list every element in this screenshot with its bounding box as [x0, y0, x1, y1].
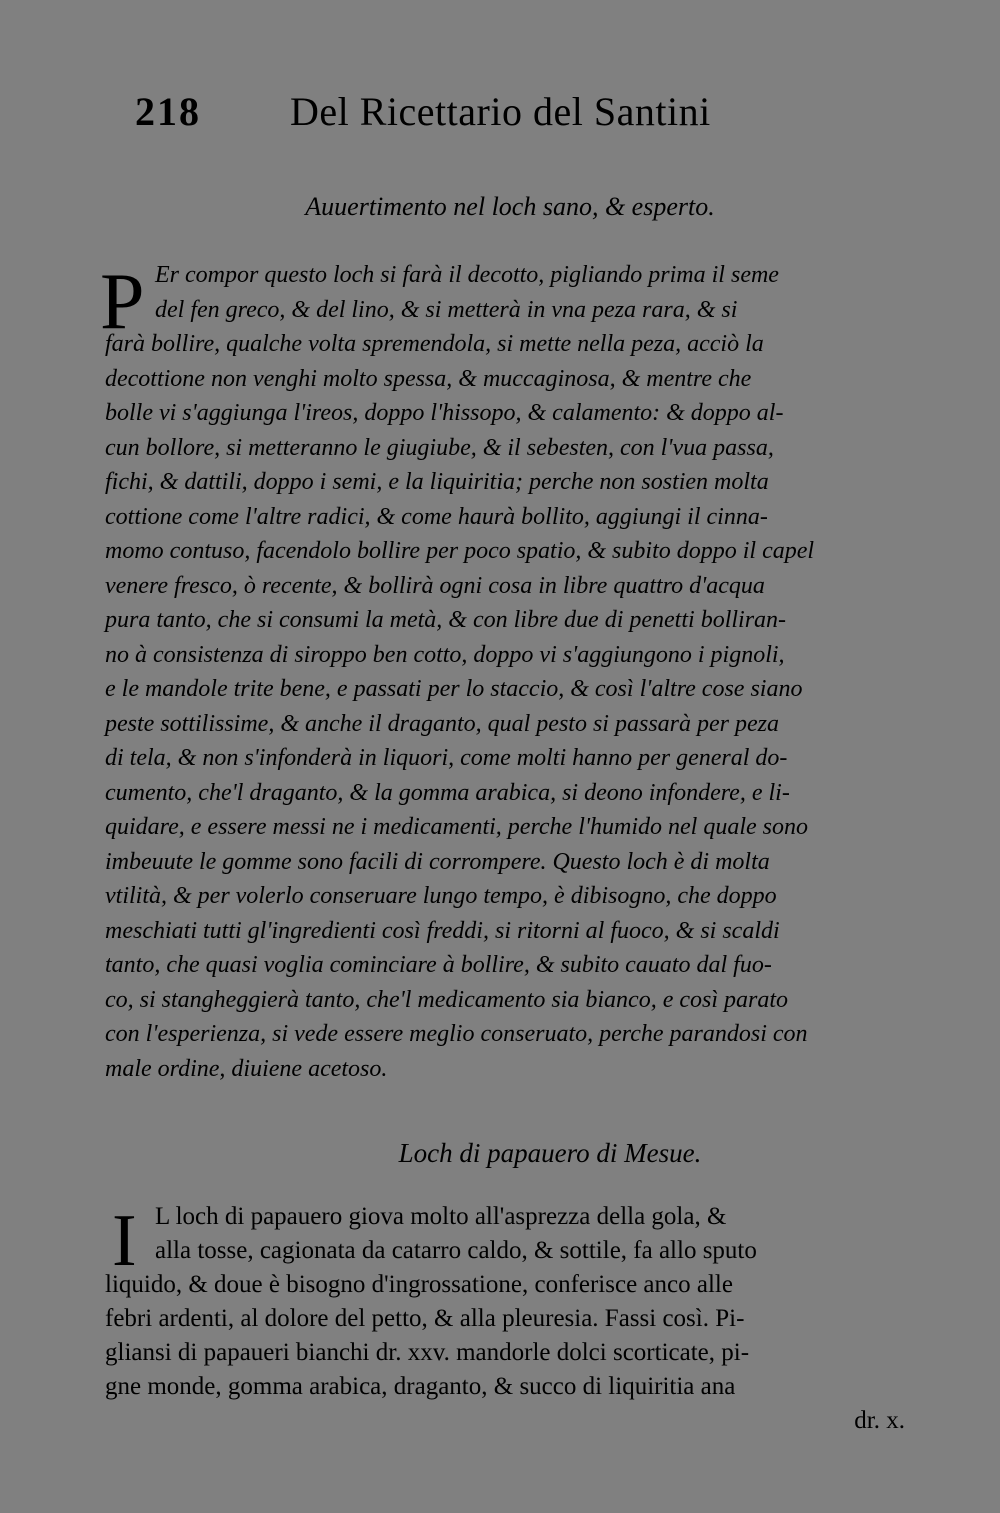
text-line: quidare, e essere messi ne i medicamenti, perche l'humido nel quale sono: [105, 814, 808, 840]
text-line: no à consistenza di siroppo ben cotto, doppo vi s'aggiungono i pignoli,: [105, 641, 785, 668]
text-line: farà bollire, qualche volta spremendola, si mette nella peza, acciò la: [105, 331, 764, 357]
text-line: fichi, & dattili, doppo i semi, e la liquiritia; perche non sostien molta: [105, 469, 769, 495]
paragraph-loch-di-papauero: [105, 1200, 935, 1438]
running-title: Del Ricettario del Santini: [290, 89, 711, 134]
text-line: liquido, & doue è bisogno d'ingrossatione, conferisce anco alle: [105, 1271, 733, 1298]
text-line: meschiati tutti gl'ingredienti così freddi, si ritorni al fuoco, & si scaldi: [105, 917, 780, 944]
text-line: pura tanto, che si consumi la metà, & con libre due di penetti bolliran-: [105, 607, 787, 633]
text-line: decottione non venghi molto spessa, & muccaginosa, & mentre che: [105, 365, 752, 392]
text-line: co, si stangheggierà tanto, che'l medicamento sia bianco, e così parato: [105, 986, 789, 1013]
text-line: gne monde, gomma arabica, draganto, & succo di liquiritia ana: [105, 1373, 736, 1400]
text-line: cottione come l'altre radici, & come haurà bollito, aggiungi il cinna-: [105, 503, 768, 530]
page-number: 218: [135, 89, 201, 134]
section-heading-auuertimento: Auuertimento nel loch sano, & esperto.: [305, 192, 715, 221]
text-line: momo contuso, facendolo bollire per poco spatio, & subito doppo il capel: [105, 538, 815, 564]
text-line: male ordine, diuiene acetoso.: [105, 1055, 388, 1082]
text-line: imbeuute le gomme sono facili di corrompere. Questo loch è di molta: [105, 848, 770, 875]
text-line: bolle vi s'aggiunga l'ireos, doppo l'hissopo, & calamento: & doppo al-: [105, 400, 784, 426]
text-line: del fen greco, & del lino, & si metterà in vna peza rara, & si: [155, 296, 738, 323]
text-line: venere fresco, ò recente, & bollirà ogni cosa in libre quattro d'acqua: [105, 572, 765, 599]
drop-capital-p: P: [100, 258, 145, 346]
text-line: peste sottilissime, & anche il draganto, qual pesto si passarà per peza: [105, 710, 779, 737]
text-line: dr. x.: [854, 1407, 905, 1434]
text-line: alla tosse, cagionata da catarro caldo, & sottile, fa allo sputo: [155, 1237, 757, 1264]
text-line: e le mandole trite bene, e passati per lo staccio, & così l'altre cose siano: [105, 676, 803, 702]
running-header: [135, 88, 755, 138]
text-line: gliansi di papaueri bianchi dr. xxv. mandorle dolci scorticate, pi-: [105, 1339, 750, 1366]
text-line: cumento, che'l draganto, & la gomma arabica, si deono infondere, e li-: [105, 779, 790, 806]
text-line: febri ardenti, al dolore del petto, & alla pleuresia. Fassi così. Pi-: [105, 1305, 745, 1332]
drop-capital-i: I: [112, 1200, 137, 1282]
section-heading-loch-di-papauero: Loch di papauero di Mesue.: [398, 1138, 702, 1168]
paragraph-auuertimento: [105, 258, 935, 1086]
text-line: tanto, che quasi voglia cominciare à bollire, & subito cauato dal fuo-: [105, 952, 772, 978]
text-line: con l'esperienza, si vede essere meglio conseruato, perche parandosi con: [105, 1021, 808, 1047]
text-line: Er compor questo loch si farà il decotto, pigliando prima il seme: [155, 262, 779, 288]
text-line: cun bollore, si metteranno le giugiube, & il sebesten, con l'vua passa,: [105, 434, 774, 461]
text-line: di tela, & non s'infonderà in liquori, come molti hanno per general do-: [105, 745, 788, 771]
text-line: vtilità, & per volerlo conseruare lungo tempo, è dibisogno, che doppo: [105, 883, 777, 909]
text-line: L loch di papauero giova molto all'asprezza della gola, &: [155, 1203, 727, 1230]
